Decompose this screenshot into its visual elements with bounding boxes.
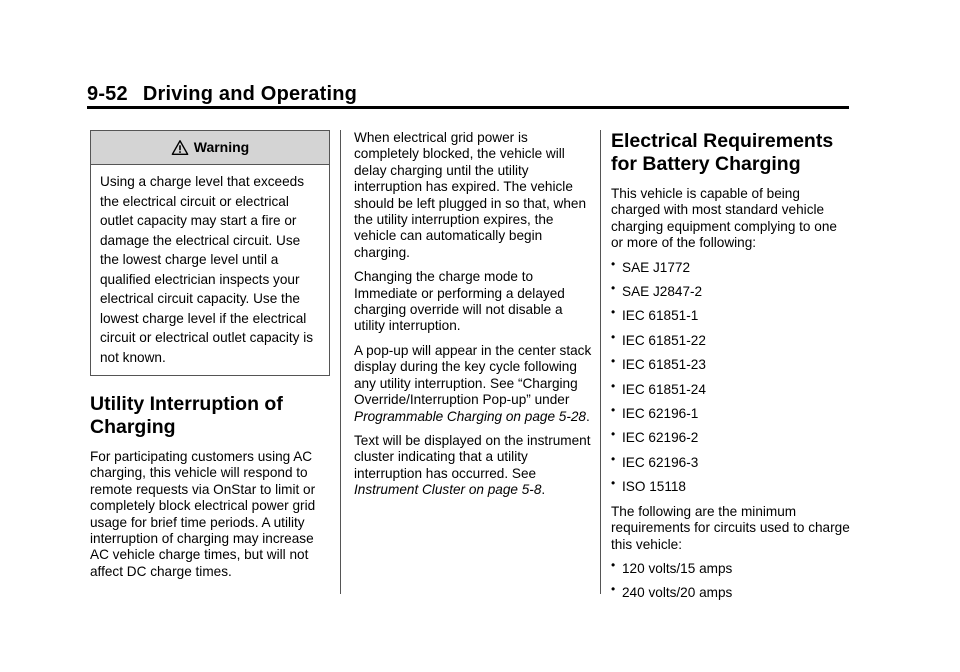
electrical-intro: This vehicle is capable of being charged with most standard vehicle charging equipment complying to one or more of the following:: [611, 186, 837, 251]
bullet-icon: •: [611, 476, 616, 491]
list-item: • IEC 62196-2: [611, 427, 699, 446]
column-left: [90, 130, 330, 588]
warning-header: [91, 131, 329, 165]
utility-paragraph-3: Changing the charge mode to Immediate or performing a delayed charging override will not disable a utility interruption.: [354, 269, 565, 334]
list-item: • IEC 61851-23: [611, 354, 706, 373]
column-right: [611, 130, 851, 610]
list-item: • IEC 61851-1: [611, 305, 699, 324]
electrical-heading: Electrical Requirements for Battery Charging: [611, 130, 834, 175]
bullet-icon: •: [611, 354, 616, 369]
utility-paragraph-4: [354, 343, 594, 425]
column-divider: [340, 130, 341, 594]
column-middle: [354, 130, 594, 507]
page-number: 9-52: [87, 83, 128, 105]
list-item: • SAE J2847-2: [611, 281, 703, 300]
cross-reference-link: Instrument Cluster on page 5-8: [354, 482, 542, 498]
bullet-icon: •: [611, 305, 616, 320]
warning-title: Warning: [193, 139, 250, 156]
bullet-icon: •: [611, 329, 616, 344]
list-item: • ISO 15118: [611, 476, 686, 495]
utility-heading: Utility Interruption of Charging: [90, 393, 283, 438]
list-item: • 240 volts/20 amps: [611, 582, 733, 601]
list-item: • IEC 61851-22: [611, 329, 706, 348]
header-rule: [87, 106, 849, 109]
warning-text: Using a charge level that exceeds the electrical circuit or electrical outlet capacity may start a fire or damage the electrical circuit. Use the lowest charge level until a qualified electrician inspects your electrical circuit capacity. Use the lowest charge level if the electrical circuit or electrical outlet capacity is not known.: [100, 174, 314, 365]
requirements-intro: The following are the minimum requirements for circuits used to charge this vehicle:: [611, 503, 850, 552]
utility-paragraph-1: For participating customers using AC charging, this vehicle will respond to remote requests via OnStar to limit or completely block electrical power grid usage for brief time periods. A utility interruption of charging may increase AC vehicle charge times, but will not affect DC charge times.: [90, 449, 316, 579]
column-divider: [600, 130, 601, 594]
utility-paragraph-5: [354, 433, 594, 499]
bullet-icon: •: [611, 427, 616, 442]
paragraph-text: A pop-up will appear in the center stack display during the key cycle following any utility interruption. See “Charging Override/Interruption Pop-up” under: [354, 342, 592, 408]
standards-list: [611, 256, 851, 496]
paragraph-text: .: [541, 482, 546, 498]
bullet-icon: •: [611, 256, 616, 271]
requirements-list: [611, 557, 851, 602]
utility-paragraph-2: When electrical grid power is completely blocked, the vehicle will delay charging until the utility interruption has expired. The vehicle should be left plugged in so that, when the utility interruption expires, the vehicle can automatically begin charging.: [354, 130, 587, 260]
list-item: • IEC 62196-1: [611, 403, 699, 422]
bullet-icon: •: [611, 582, 616, 597]
list-item: • IEC 62196-3: [611, 451, 699, 470]
paragraph-text: Text will be displayed on the instrument cluster indicating that a utility interruption has occurred. See: [354, 432, 591, 481]
list-item: • IEC 61851-24: [611, 378, 706, 397]
warning-box: [90, 130, 330, 376]
warning-triangle-icon: [171, 139, 189, 157]
bullet-icon: •: [611, 378, 616, 393]
bullet-icon: •: [611, 403, 616, 418]
bullet-icon: •: [611, 281, 616, 296]
list-item: • 120 volts/15 amps: [611, 557, 733, 576]
cross-reference-link: Programmable Charging on page 5-28: [354, 408, 586, 424]
bullet-icon: •: [611, 557, 616, 572]
paragraph-text: .: [586, 408, 590, 424]
list-item: • SAE J1772: [611, 256, 691, 275]
page-header: [87, 83, 357, 106]
section-title: Driving and Operating: [142, 83, 358, 105]
bullet-icon: •: [611, 451, 616, 466]
